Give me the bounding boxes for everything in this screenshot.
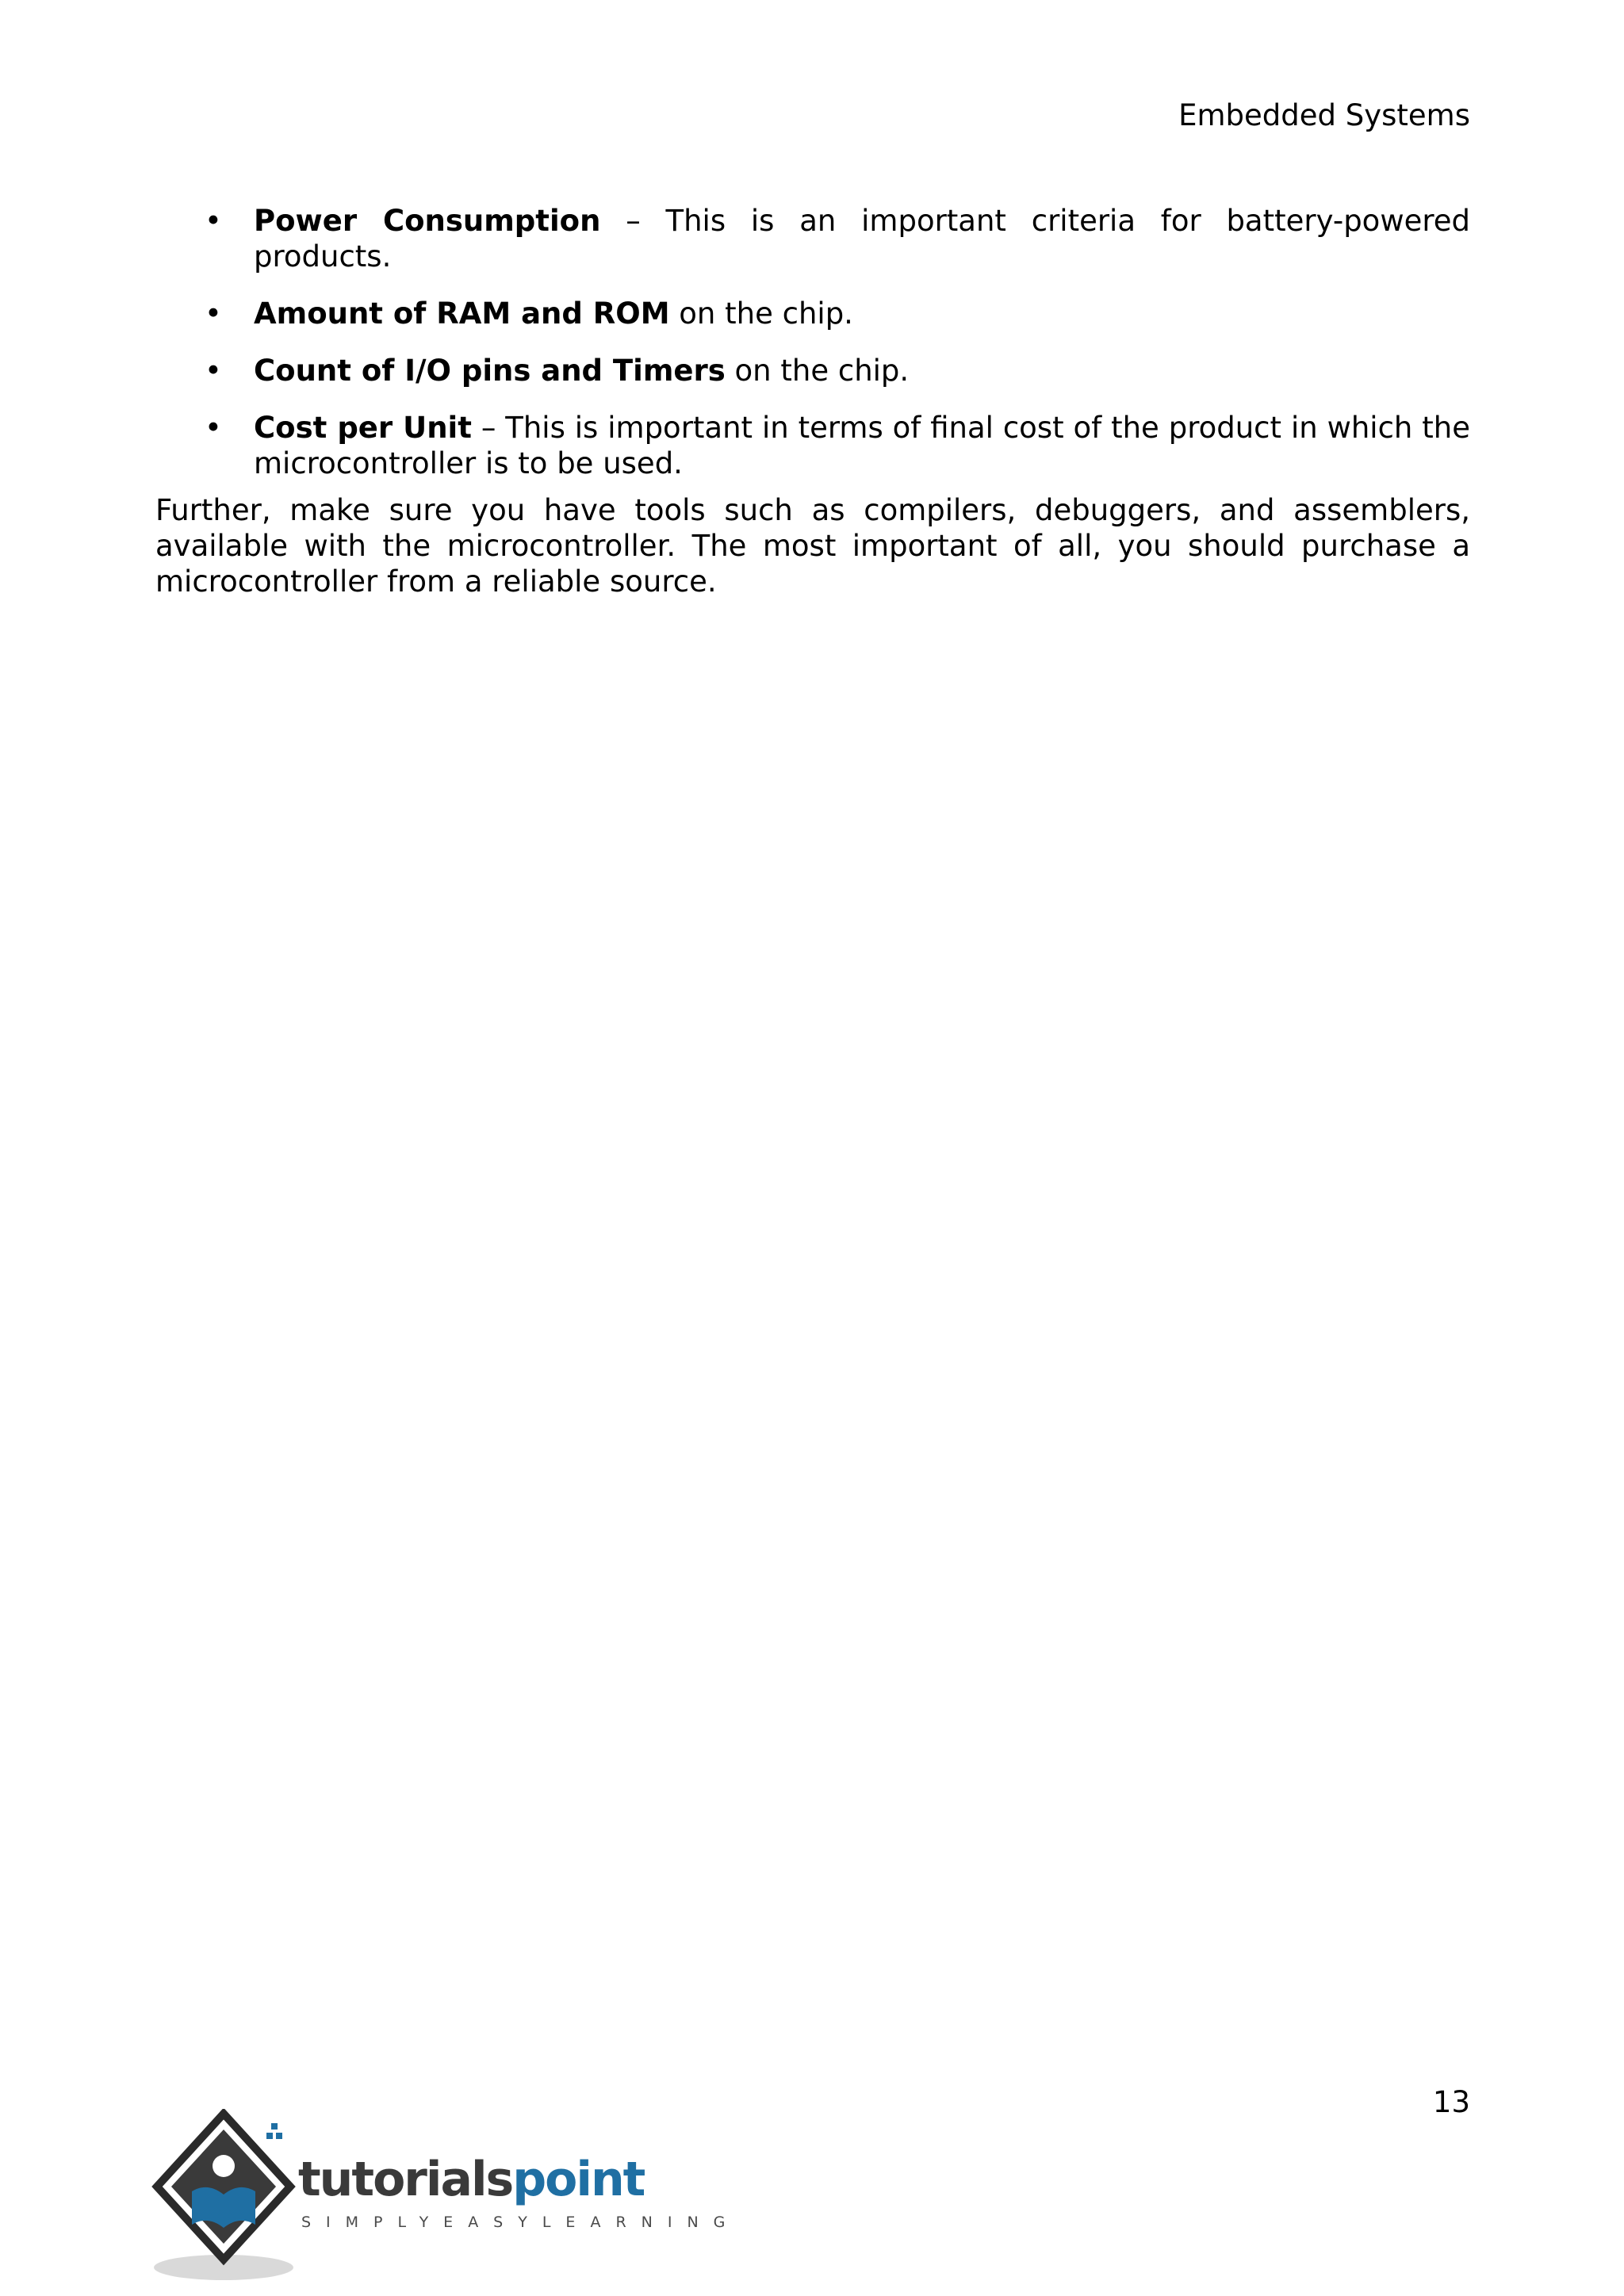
list-item-term: Power Consumption bbox=[254, 204, 601, 238]
page-body bbox=[155, 203, 1470, 599]
bullet-icon: • bbox=[205, 297, 222, 331]
logo-wordmark-part1: tutorials bbox=[298, 2152, 513, 2207]
logo-tagline: SIMPLYEASYLEARNING bbox=[301, 2214, 741, 2231]
list-item bbox=[155, 203, 1470, 274]
list-item bbox=[155, 296, 1470, 331]
list-item-term: Amount of RAM and ROM bbox=[254, 297, 670, 331]
tutorialspoint-logo bbox=[151, 2109, 741, 2283]
closing-paragraph: Further, make sure you have tools such as compilers, debuggers, and assemblers, available with the microcontroller. The most important of all, you should purchase a microcontroller from a reliable source. bbox=[155, 493, 1470, 599]
tutorialspoint-logo-icon bbox=[151, 2109, 298, 2283]
bullet-icon: • bbox=[205, 204, 222, 238]
list-item-text: on the chip. bbox=[669, 297, 853, 331]
list-item-text: – This is important in terms of final cost of the product in which the microcontroller is to be used. bbox=[254, 411, 1470, 480]
list-item-text: – This is an important criteria for battery-powered products. bbox=[254, 204, 1470, 274]
list-item-text: on the chip. bbox=[725, 354, 910, 388]
page-number: 13 bbox=[1432, 2085, 1470, 2119]
list-item-term: Count of I/O pins and Timers bbox=[254, 354, 726, 388]
criteria-list bbox=[155, 203, 1470, 481]
bullet-icon: • bbox=[205, 411, 222, 445]
list-item-term: Cost per Unit bbox=[254, 411, 472, 445]
logo-wordmark-part2: point bbox=[512, 2152, 645, 2207]
running-header: Embedded Systems bbox=[1178, 98, 1470, 132]
list-item bbox=[155, 410, 1470, 481]
logo-wordmark bbox=[298, 2152, 644, 2207]
list-item bbox=[155, 353, 1470, 388]
bullet-icon: • bbox=[205, 354, 222, 388]
